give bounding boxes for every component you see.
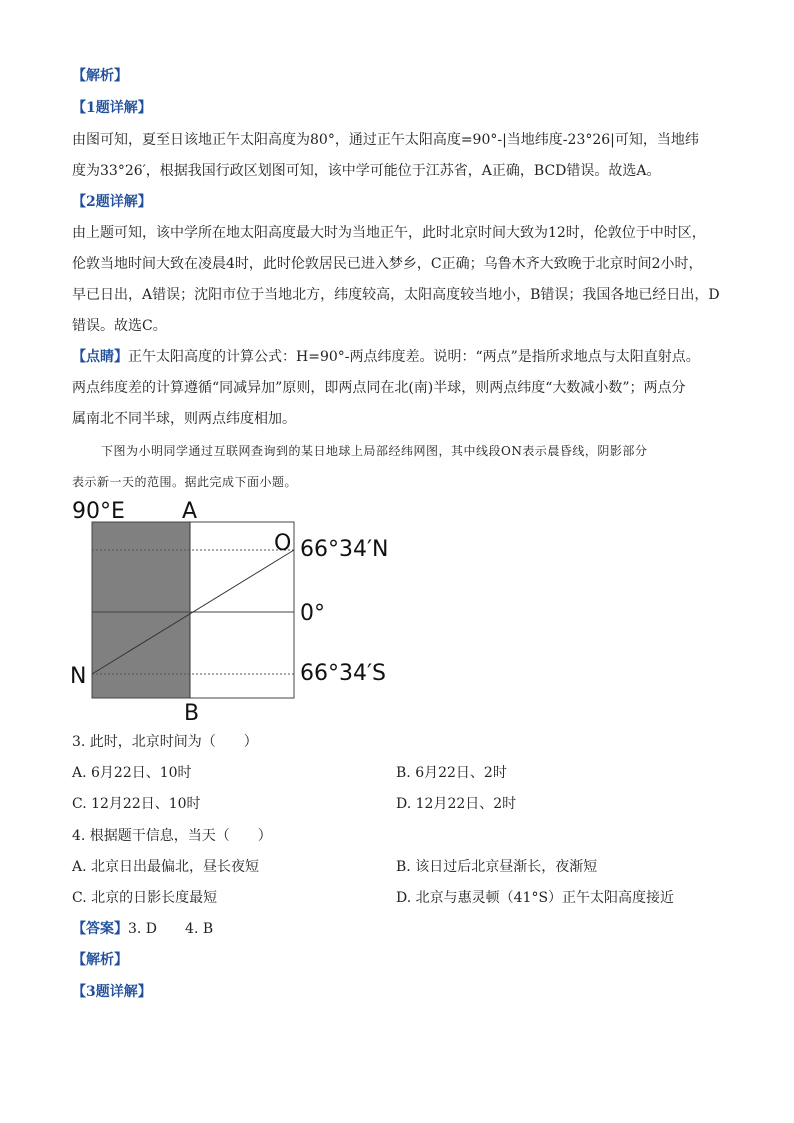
q3-option-d[interactable]: D. 12月22日、2时	[396, 796, 517, 812]
q3-stem: 3. 此时，北京时间为（ ）	[72, 734, 258, 750]
q1-line-2: 度为33°26′，根据我国行政区划图可知，该中学可能位于江苏省，A正确，BCD错误。故选A。	[72, 163, 661, 179]
q1-line-1: 由图可知，夏至日该地正午太阳高度为80°，通过正午太阳高度=90°-|当地纬度-23°26|可知，当地纬	[72, 132, 699, 148]
q3-detail-heading: 【3题详解】	[72, 984, 152, 1000]
q2-line-2: 伦敦当地时间大致在凌晨4时，此时伦敦居民已进入梦乡，C正确；乌鲁木齐大致晚于北京时间2小时，	[72, 256, 703, 272]
point-n-label: N	[70, 664, 87, 689]
answer-label: 【答案】	[72, 921, 128, 937]
dianjing-line-3: 属南北不同半球，则两点纬度相加。	[72, 411, 296, 427]
q3-option-a[interactable]: A. 6月22日、10时	[72, 765, 192, 781]
q3-option-b[interactable]: B. 6月22日、2时	[396, 765, 507, 781]
point-o-label: O	[274, 531, 292, 556]
q4-stem: 4. 根据题干信息，当天（ ）	[72, 828, 272, 844]
dianjing-text-1: 正午太阳高度的计算公式：H=90°-两点纬度差。说明：“两点”是指所求地点与太阳直射点。	[128, 349, 700, 365]
longitude-label: 90°E	[72, 499, 125, 524]
lat-lon-grid-figure	[60, 492, 400, 724]
intro-line-2: 表示新一天的范围。据此完成下面小题。	[72, 475, 298, 489]
dianjing-line-1	[72, 347, 700, 367]
lat-south-label: 66°34′S	[300, 661, 386, 686]
lat-equator-label: 0°	[300, 601, 325, 626]
q4-option-a[interactable]: A. 北京日出最偏北，昼长夜短	[72, 859, 260, 875]
intro-line-1: 下图为小明同学通过互联网查询到的某日地球上局部经纬网图，其中线段ON表示晨昏线，阴影部分	[101, 444, 648, 458]
lat-north-label: 66°34′N	[300, 537, 389, 562]
analysis-heading-2: 【解析】	[72, 952, 128, 968]
new-day-shaded-area	[92, 522, 190, 698]
dianjing-label: 【点睛】	[72, 349, 128, 365]
q4-option-c[interactable]: C. 北京的日影长度最短	[72, 890, 218, 906]
dianjing-line-2: 两点纬度差的计算遵循“同减异加”原则，即两点同在北(南)半球，则两点纬度“大数减小数”；两点分	[72, 380, 686, 396]
answer-text: 3. D 4. B	[128, 921, 214, 937]
q1-detail-heading: 【1题详解】	[72, 100, 152, 116]
q2-line-4: 错误。故选C。	[72, 318, 167, 334]
q4-option-b[interactable]: B. 该日过后北京昼渐长，夜渐短	[396, 859, 598, 875]
q3-option-c[interactable]: C. 12月22日、10时	[72, 796, 201, 812]
analysis-heading: 【解析】	[72, 68, 128, 84]
q2-line-3: 早已日出，A错误；沈阳市位于当地北方，纬度较高，太阳高度较当地小，B错误；我国各地已经日出，D	[72, 287, 720, 303]
q2-line-1: 由上题可知，该中学所在地太阳高度最大时为当地正午，此时北京时间大致为12时，伦敦位于中时区，	[72, 225, 706, 241]
q2-detail-heading: 【2题详解】	[72, 194, 152, 210]
q4-option-d[interactable]: D. 北京与惠灵顿（41°S）正午太阳高度接近	[396, 890, 675, 906]
point-b-label: B	[184, 701, 200, 724]
answer-line	[72, 919, 213, 939]
point-a-label: A	[182, 499, 198, 524]
